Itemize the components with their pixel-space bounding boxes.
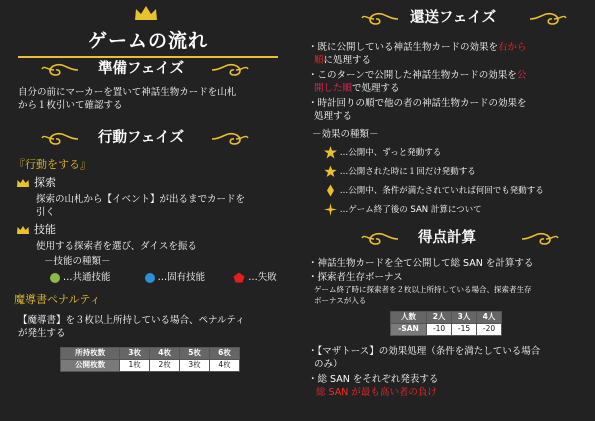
page-title: ゲームの流れ (88, 30, 209, 52)
skill-unique-label: …固有技能 (157, 272, 206, 283)
reveal-item-2-text: ・このターンで公開した神話生物カードの効果を (308, 70, 517, 81)
flourish-left-icon (40, 130, 80, 148)
flourish-right-icon (520, 230, 560, 248)
effect-1-label: …公開中、ずっと発動する (339, 148, 442, 158)
reveal-item-1 (308, 41, 527, 55)
effect-row-3 (324, 184, 544, 197)
flourish-right-icon (210, 130, 250, 148)
table-row (391, 312, 502, 324)
unique-skill-icon (145, 273, 155, 283)
score-heading-block (360, 226, 570, 252)
grimoire-heading: 魔導書ペナルティ (14, 293, 101, 306)
prep-heading: 準備フェイズ (98, 61, 185, 77)
reveal-item-2-highlight-2: 開した順 (314, 83, 353, 94)
table-cell: -10 (427, 324, 452, 336)
reveal-heading: 還送フェイズ (410, 10, 497, 26)
table-cell: 3枚 (120, 348, 150, 360)
flourish-right-icon (210, 61, 250, 79)
skill-kinds-legend (50, 271, 277, 285)
table-cell: 2人 (427, 312, 452, 324)
table-cell: 4枚 (150, 348, 180, 360)
reveal-item-1-cont (314, 54, 371, 68)
fail-pentagon-icon (233, 272, 245, 283)
skill-title-row (16, 222, 56, 238)
score-item-4-result: 総 SAN が最も高い者の負け (316, 387, 437, 398)
grimoire-text-2: が発生する (18, 328, 66, 339)
reveal-item-2 (308, 69, 526, 83)
effects-header: －効果の種類－ (312, 129, 379, 140)
flourish-left-icon (360, 10, 400, 28)
score-item-2-note-1: ゲーム終了時に探索者を２枚以上所持している場合、探索者生存 (314, 285, 532, 294)
reveal-item-1-highlight: 右から (498, 42, 527, 53)
table-cell: 3人 (452, 312, 477, 324)
reveal-item-3: ・時計回りの順で他の者の神話生物カードの効果を (308, 98, 527, 109)
search-title-row (16, 175, 56, 191)
reveal-item-3-cont: 処理する (314, 111, 353, 122)
sparkle-icon (324, 203, 337, 216)
reveal-item-2-highlight: 公 (516, 70, 527, 81)
score-item-2-note-2: ボーナスが入る (314, 296, 367, 305)
effect-row-1 (324, 146, 441, 159)
table-cell: 5枚 (180, 348, 210, 360)
reveal-item-1-text: ・既に公開している神話生物カードの効果を (308, 42, 499, 53)
table-cell: -15 (452, 324, 477, 336)
reveal-item-1-end: に処理する (323, 55, 372, 66)
table-cell: -SAN (391, 324, 427, 336)
score-item-3-cont: のみ） (314, 359, 343, 370)
score-item-4: ・総 SAN をそれぞれ発表する (308, 374, 439, 385)
table-cell: 6枚 (210, 348, 240, 360)
reveal-item-2-cont (314, 82, 400, 96)
table-cell: 4人 (477, 312, 502, 324)
crown-icon (16, 225, 30, 235)
star-icon (324, 165, 337, 178)
effect-4-label: …ゲーム終了後の SAN 計算について (339, 205, 482, 215)
table-row (61, 360, 240, 372)
flourish-left-icon (360, 230, 400, 248)
action-heading-block (40, 126, 250, 152)
skill-common-label: …共通技能 (63, 272, 111, 283)
reveal-heading-block (360, 6, 570, 32)
table-cell: 人数 (391, 312, 427, 324)
score-item-1: ・神話生物カードを全て公開して総 SAN を計算する (308, 258, 534, 269)
prep-text-1: 自分の前にマーカーを置いて神話生物カードを山札 (18, 87, 237, 98)
grimoire-text-1: 【魔導書】を３枚以上所持している場合、ペナルティ (18, 315, 245, 326)
effect-row-2 (324, 165, 476, 178)
skill-fail-label: …失敗 (248, 272, 277, 283)
survival-bonus-table (390, 311, 502, 336)
table-cell: 4枚 (210, 360, 240, 372)
skill-kinds-header: －技能の種類－ (44, 256, 111, 267)
score-heading: 得点計算 (418, 230, 476, 246)
action-heading: 行動フェイズ (98, 130, 185, 146)
score-note-text-a: ゲーム終了時に探索者を (314, 285, 397, 294)
flourish-left-icon (40, 61, 80, 79)
effect-row-4 (324, 203, 482, 216)
grimoire-penalty-table (60, 347, 240, 372)
flourish-right-icon (528, 10, 568, 28)
reveal-item-1-highlight-2: 順 (314, 55, 324, 66)
crown-icon (133, 4, 159, 22)
effect-2-label: …公開された時に１回だけ発動する (339, 167, 476, 177)
table-row (61, 348, 240, 360)
prep-text-2: から１枚引いて確認する (18, 100, 123, 111)
skill-title: 技能 (34, 223, 56, 236)
table-cell: 1枚 (120, 360, 150, 372)
diamond-icon (324, 184, 337, 197)
main-title-block (58, 22, 258, 56)
starburst-icon (324, 146, 337, 159)
table-row (391, 324, 502, 336)
table-cell: 2枚 (150, 360, 180, 372)
skill-text: 使用する探索者を選び、ダイスを振る (36, 241, 197, 252)
reveal-item-2-end: で処理する (352, 83, 400, 94)
table-cell: 所持枚数 (61, 348, 120, 360)
table-cell: -20 (477, 324, 502, 336)
prep-heading-block (40, 57, 250, 83)
search-text-2: 引く (36, 207, 56, 218)
action-subheading: 『行動をする』 (14, 158, 91, 171)
table-cell: 3枚 (180, 360, 210, 372)
search-title: 探索 (34, 176, 56, 189)
table-cell: 公開枚数 (61, 360, 120, 372)
common-skill-icon (50, 273, 60, 283)
score-note-text-b: 枚以上所持している場合、探索者生存 (404, 285, 532, 294)
search-text-1: 探索の山札から【イベント】が出るまでカードを (36, 194, 246, 205)
score-item-3: ・【マザトース】の効果処理（条件を満たしている場合 (308, 346, 541, 357)
crown-icon (16, 178, 30, 188)
score-item-2: ・探索者生存ボーナス (308, 272, 403, 283)
effect-3-label: …公開中、条件が満たされていれば何回でも発動する (339, 186, 544, 196)
